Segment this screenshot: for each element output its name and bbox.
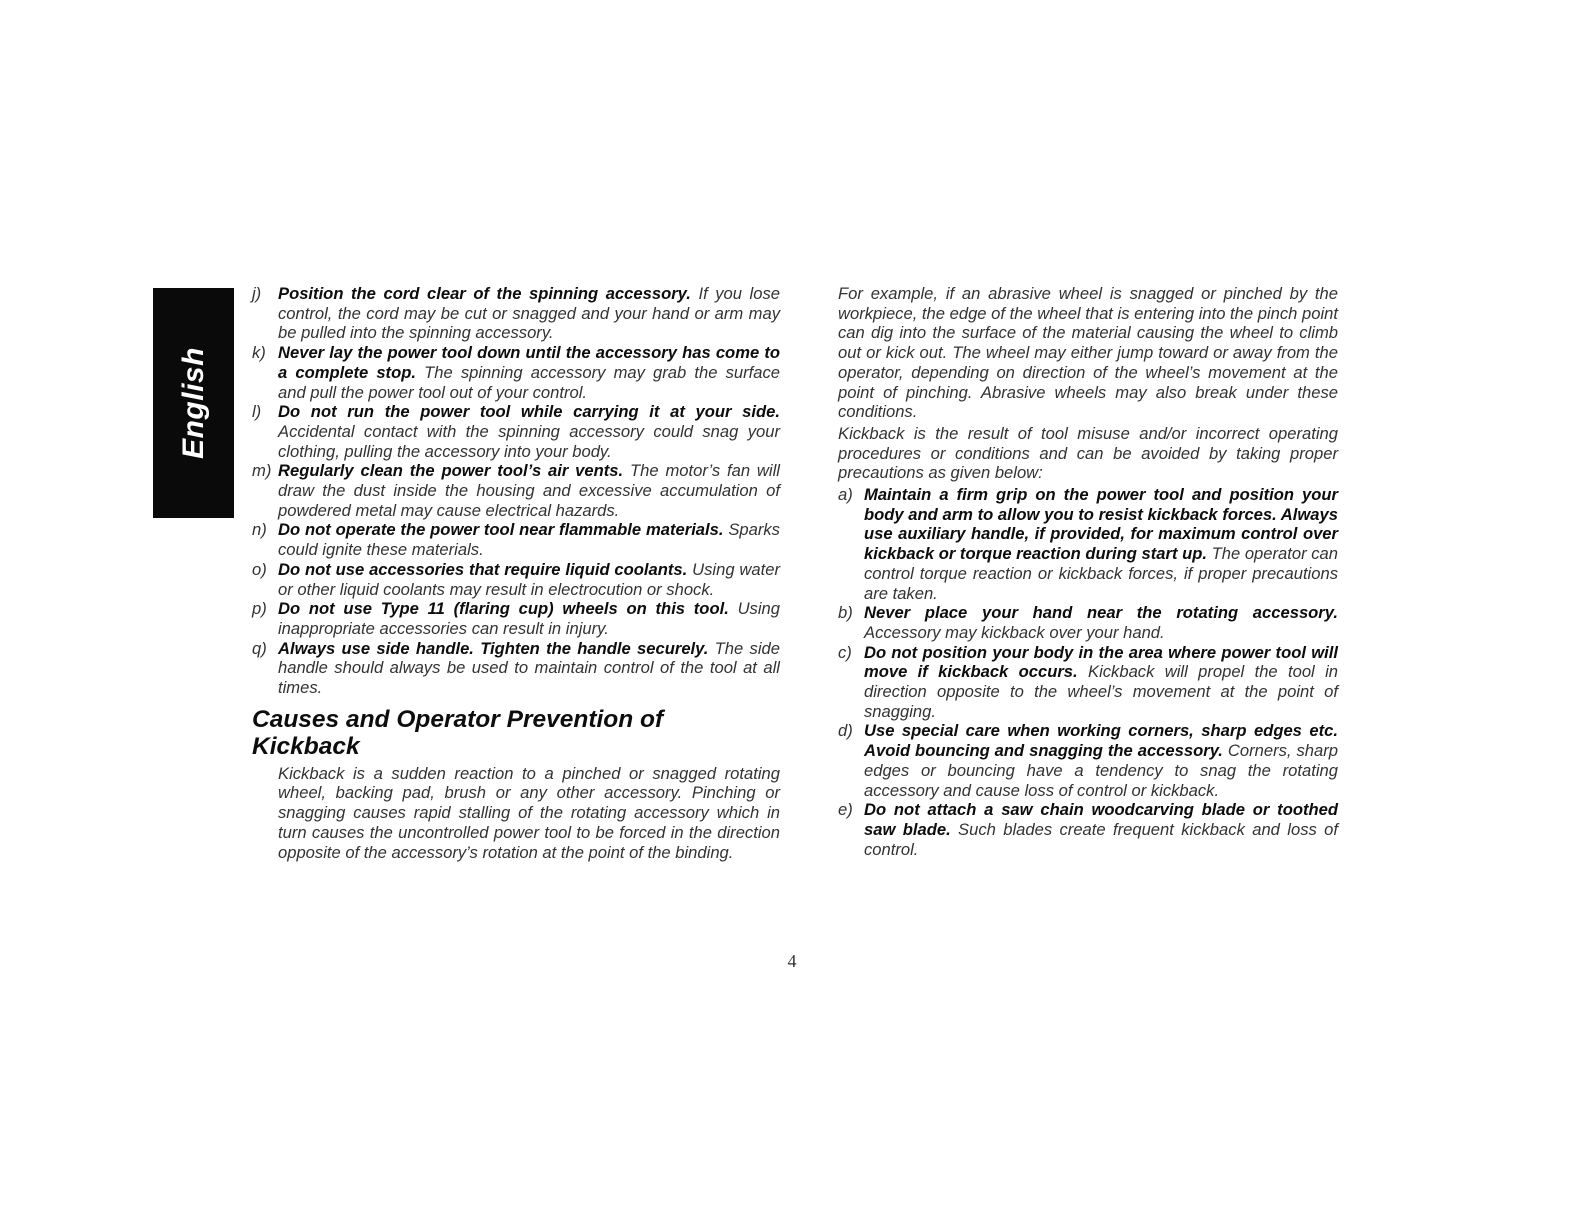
item-letter: k) <box>252 343 266 363</box>
item-letter: p) <box>252 599 267 619</box>
list-item <box>838 721 1338 800</box>
list-item <box>252 560 780 599</box>
left-column <box>252 284 780 864</box>
item-letter: e) <box>838 800 853 820</box>
item-bold-text: Always use side handle. Tighten the handle securely. <box>278 638 709 658</box>
item-letter: m) <box>252 461 272 481</box>
item-bold-text: Do not position your body in the area where power tool will move if kickback occurs. <box>864 642 1338 682</box>
item-bold-text: Regularly clean the power tool’s air vents. <box>278 461 624 481</box>
item-body-text: Such blades create frequent kickback and loss of control. <box>864 819 1338 859</box>
item-letter: d) <box>838 721 853 741</box>
item-body-text: The side handle should always be used to maintain control of the tool at all times. <box>278 638 780 698</box>
list-item <box>252 639 780 698</box>
list-item <box>838 603 1338 642</box>
list-item <box>838 485 1338 603</box>
item-letter: l) <box>252 402 262 422</box>
list-item <box>838 643 1338 722</box>
intro-paragraph: Kickback is the result of tool misuse and/or incorrect operating procedures or conditions and can be avoided by taking proper precautions as given below: <box>838 423 1338 483</box>
item-body-text: The motor’s fan will draw the dust inside the housing and excessive accumulation of powdered metal may cause electrical hazards. <box>278 461 780 520</box>
page-number: 4 <box>787 951 797 971</box>
item-bold-text: Do not attach a saw chain woodcarving blade or toothed saw blade. <box>864 800 1338 839</box>
item-bold-text: Do not use Type 11 (flaring cup) wheels on this tool. <box>278 599 729 619</box>
item-body-text: Kickback will propel the tool in direction opposite to the wheel’s movement at the point of snagging. <box>864 662 1338 721</box>
item-letter: b) <box>838 603 853 623</box>
language-tab <box>153 288 234 518</box>
right-column <box>838 284 1338 859</box>
item-bold-text: Never place your hand near the rotating accessory. <box>864 603 1338 623</box>
item-letter: n) <box>252 520 267 540</box>
item-bold-text: Do not operate the power tool near flammable materials. <box>278 520 724 540</box>
list-item <box>252 402 780 461</box>
item-body-text: Sparks could ignite these materials. <box>278 520 780 560</box>
list-item <box>838 800 1338 859</box>
item-body-text: If you lose control, the cord may be cut or snagged and your hand or arm may be pulled into the spinning accessory. <box>278 284 781 343</box>
item-body-text: Using water or other liquid coolants may result in electrocution or shock. <box>278 559 780 599</box>
item-letter: j) <box>252 284 262 303</box>
list-item <box>252 284 780 343</box>
intro-paragraph: For example, if an abrasive wheel is snagged or pinched by the workpiece, the edge of the wheel that is entering into the pinch point can dig into the surface of the material causing the wheel to climb out or kick out. The wheel may either jump toward or away from the operator, depending on direction of the wheel’s movement at the point of pinching. Abrasive wheels may also break under these conditions. <box>838 284 1338 422</box>
item-letter: q) <box>252 638 267 658</box>
language-tab-label: English <box>176 347 210 459</box>
section-heading: Causes and Operator Prevention of Kickback <box>252 705 664 760</box>
item-bold-text: Use special care when working corners, sharp edges etc. Avoid bouncing and snagging the accessory. <box>864 721 1338 761</box>
item-bold-text: Never lay the power tool down until the accessory has come to a complete stop. <box>278 343 780 382</box>
item-body-text: Using inappropriate accessories can result in injury. <box>278 599 780 638</box>
item-body-text: Accessory may kickback over your hand. <box>864 622 1165 642</box>
item-letter: o) <box>252 559 267 579</box>
item-body-text: Corners, sharp edges or bouncing have a tendency to snag the rotating accessory and cause loss of control or kickback. <box>864 741 1338 800</box>
item-body-text: The operator can control torque reaction or kickback forces, if proper precautions are taken. <box>864 544 1338 603</box>
item-bold-text: Maintain a firm grip on the power tool and position your body and arm to allow you to resist kickback forces. Always use auxiliary handle, if provided, for maximum control over kickback or torque reaction during start up. <box>864 485 1338 564</box>
item-bold-text: Do not use accessories that require liquid coolants. <box>278 559 688 579</box>
item-body-text: Accidental contact with the spinning accessory could snag your clothing, pulling the accessory into your body. <box>278 421 780 461</box>
list-item <box>252 461 780 520</box>
item-letter: a) <box>838 485 853 505</box>
item-letter: c) <box>838 642 852 662</box>
section-paragraph: Kickback is a sudden reaction to a pinched or snagged rotating wheel, backing pad, brush or any other accessory. Pinching or snagging causes rapid stalling of the rotating accessory which in turn causes the uncontrolled power tool to be forced in the direction opposite of the accessory’s rotation at the point of the binding. <box>278 763 780 862</box>
list-item <box>252 343 780 402</box>
list-item <box>252 520 780 559</box>
list-item <box>252 599 780 638</box>
item-bold-text: Position the cord clear of the spinning accessory. <box>278 284 691 303</box>
item-bold-text: Do not run the power tool while carrying it at your side. <box>278 402 780 422</box>
item-body-text: The spinning accessory may grab the surface and pull the power tool out of your control. <box>278 362 780 402</box>
